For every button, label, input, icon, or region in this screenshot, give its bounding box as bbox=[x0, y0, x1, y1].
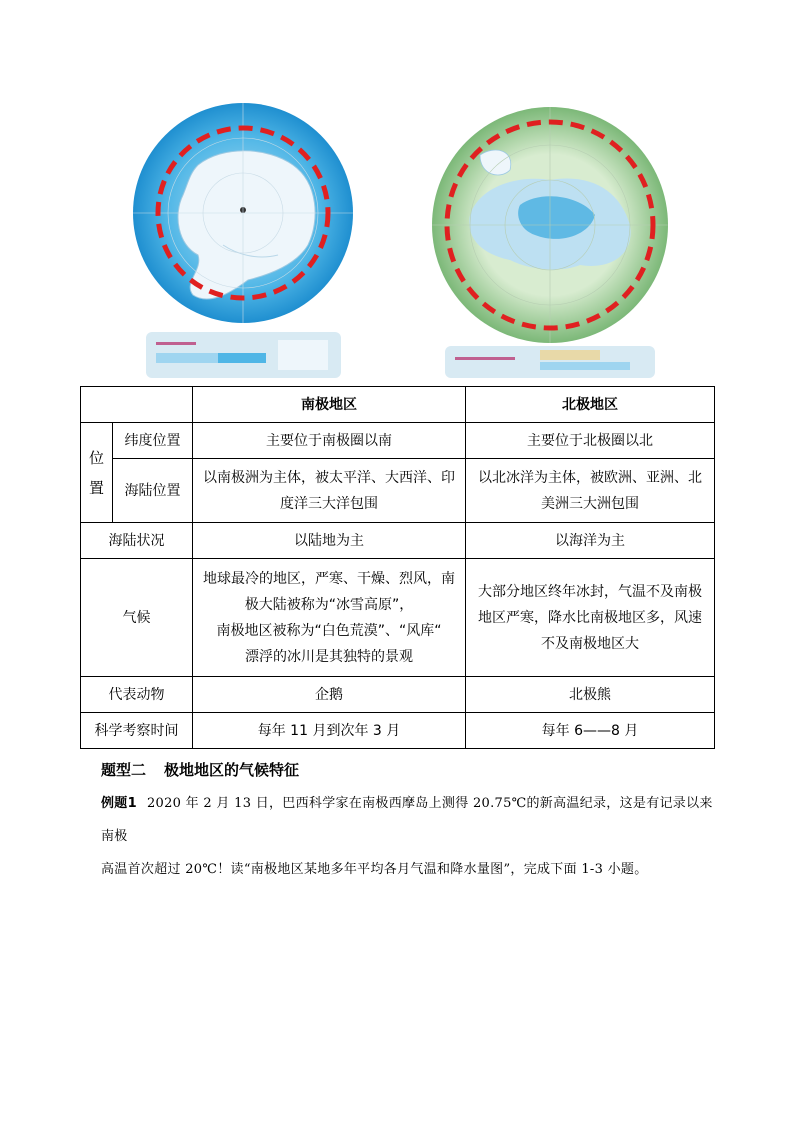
climate-south-line: 极大陆被称为“冰雪高原”， bbox=[244, 596, 414, 613]
land-sea-north-line: 以北冰洋为主体，被欧洲、亚洲、北 bbox=[478, 469, 702, 486]
arctic-map bbox=[420, 95, 680, 389]
header-north: 北极地区 bbox=[466, 387, 715, 423]
header-south: 南极地区 bbox=[193, 387, 466, 423]
table-row-animal bbox=[81, 677, 715, 713]
example-line-1 bbox=[101, 787, 713, 853]
condition-south: 以陆地为主 bbox=[193, 523, 466, 559]
example-text-1: 2020 年 2 月 13 日，巴西科学家在南极西摩岛上测得 20.75℃的新高温纪录，这是有记录以来南极 bbox=[101, 796, 713, 844]
latitude-south: 主要位于南极圈以南 bbox=[193, 423, 466, 459]
land-sea-south-line: 度洋三大洋包围 bbox=[280, 495, 378, 512]
climate-label: 气候 bbox=[81, 559, 193, 677]
climate-north-line: 地区严寒，降水比南极地区多，风速 bbox=[478, 609, 702, 626]
table-row-land-sea bbox=[81, 459, 715, 523]
section-title-b: 极地地区的气候特征 bbox=[164, 761, 300, 779]
table-row-climate bbox=[81, 559, 715, 677]
example-label: 例题1 bbox=[101, 796, 137, 811]
climate-north-line: 不及南极地区大 bbox=[541, 635, 639, 652]
expedition-north: 每年 6——8 月 bbox=[466, 713, 715, 749]
expedition-label: 科学考察时间 bbox=[81, 713, 193, 749]
antarctica-map bbox=[128, 95, 358, 389]
table-row-expedition bbox=[81, 713, 715, 749]
condition-label: 海陆状况 bbox=[81, 523, 193, 559]
section-title-a: 题型二 bbox=[101, 761, 147, 779]
expedition-south: 每年 11 月到次年 3 月 bbox=[193, 713, 466, 749]
position-group-label: 位置 bbox=[88, 448, 104, 497]
arctic-map-image bbox=[420, 95, 680, 385]
latitude-north: 主要位于北极圈以北 bbox=[466, 423, 715, 459]
table-row-condition bbox=[81, 523, 715, 559]
example-paragraph bbox=[101, 787, 713, 886]
land-sea-label: 海陆位置 bbox=[113, 459, 193, 523]
condition-north: 以海洋为主 bbox=[466, 523, 715, 559]
section-heading bbox=[101, 759, 299, 780]
example-line-2: 高温首次超过 20℃！读“南极地区某地多年平均各月气温和降水量图”，完成下面 1-3 小题。 bbox=[101, 862, 648, 877]
latitude-label: 纬度位置 bbox=[113, 423, 193, 459]
polar-comparison-table bbox=[80, 386, 715, 749]
climate-south-line: 南极地区被称为“白色荒漠”、“风库“ bbox=[216, 622, 442, 639]
animal-label: 代表动物 bbox=[81, 677, 193, 713]
polar-maps bbox=[0, 95, 794, 385]
table-corner-cell bbox=[81, 387, 193, 423]
animal-north: 北极熊 bbox=[466, 677, 715, 713]
climate-south-line: 漂浮的冰川是其独特的景观 bbox=[245, 648, 413, 665]
table-header-row bbox=[81, 387, 715, 423]
climate-south-line: 地球最冷的地区，严寒、干燥、烈风，南 bbox=[203, 570, 455, 587]
land-sea-south bbox=[193, 459, 466, 523]
land-sea-south-line: 以南极洲为主体，被太平洋、大西洋、印 bbox=[203, 469, 455, 486]
climate-north-line: 大部分地区终年冰封，气温不及南极 bbox=[478, 583, 702, 600]
land-sea-north-line: 美洲三大洲包围 bbox=[541, 495, 639, 512]
climate-south bbox=[193, 559, 466, 677]
climate-north bbox=[466, 559, 715, 677]
animal-south: 企鹅 bbox=[193, 677, 466, 713]
position-group-cell bbox=[81, 423, 113, 523]
table-row-latitude bbox=[81, 423, 715, 459]
land-sea-north bbox=[466, 459, 715, 523]
antarctica-map-image bbox=[128, 95, 358, 385]
